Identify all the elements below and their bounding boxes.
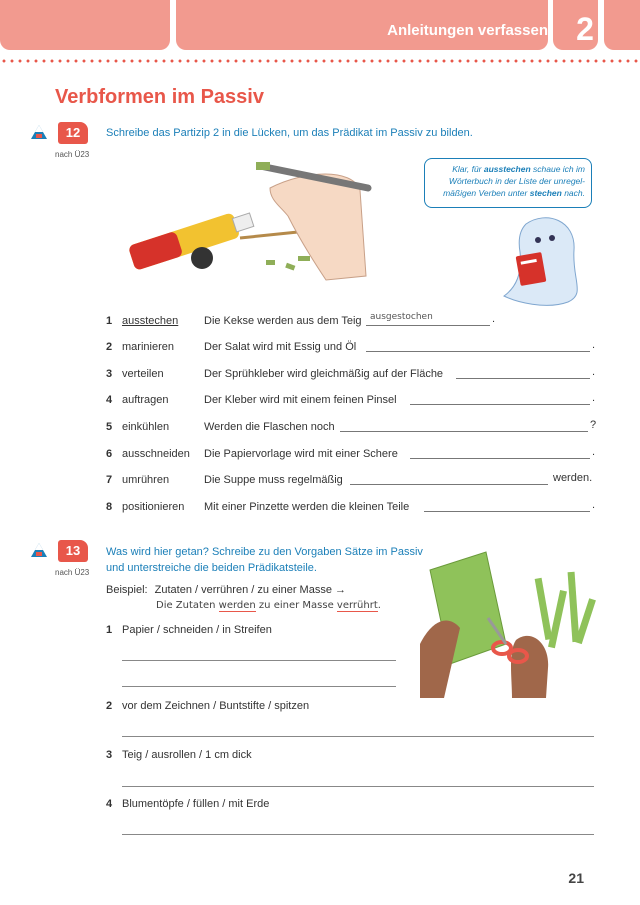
answer-blank-1[interactable]: ausgestochen bbox=[366, 313, 490, 326]
answer-blank-3[interactable] bbox=[456, 366, 590, 379]
header-tab-right bbox=[604, 0, 640, 50]
exercise-12-instruction: Schreibe das Partizip 2 in die Lücken, um das Prädikat im Passiv zu bilden. bbox=[106, 127, 473, 139]
exercise-12-item: 6 ausschneiden Die Papiervorlage wird mit einer Schere bbox=[106, 448, 398, 460]
writing-line-1a[interactable] bbox=[122, 660, 396, 661]
sentence-end-3: . bbox=[592, 366, 596, 378]
exercise-13-instruction-line-2: und unterstreiche die beiden Prädikatsteile. bbox=[106, 562, 317, 574]
exercise-12-item: 4 auftragen Der Kleber wird mit einem feinen Pinsel bbox=[106, 394, 397, 406]
sentence-end-8: . bbox=[592, 499, 596, 511]
answer-blank-8[interactable] bbox=[424, 499, 590, 512]
difficulty-triangle-icon bbox=[30, 542, 48, 558]
sentence-end-5: ? bbox=[590, 419, 597, 431]
speech-bubble: Klar, für ausstechen schaue ich im Wörterbuch in der Liste der unregel-mäßigen Verben unter stechen nach. bbox=[424, 158, 592, 208]
sentence-end-6: . bbox=[592, 446, 596, 458]
sentence-end-4: . bbox=[592, 392, 596, 404]
chapter-number: 2 bbox=[576, 11, 594, 47]
exercise-12-badge: 12 bbox=[58, 122, 88, 144]
writing-line-2[interactable] bbox=[122, 736, 594, 737]
exercise-13-item: 2 vor dem Zeichnen / Buntstifte / spitzen bbox=[106, 700, 310, 712]
page-title: Verbformen im Passiv bbox=[55, 86, 264, 108]
page-number: 21 bbox=[568, 870, 584, 886]
page-header bbox=[0, 0, 640, 58]
sentence-end-7: werden. bbox=[553, 472, 593, 484]
answer-blank-2[interactable] bbox=[366, 339, 590, 352]
exercise-13-item: 4 Blumentöpfe / füllen / mit Erde bbox=[106, 798, 270, 810]
exercise-13-instruction bbox=[106, 544, 423, 576]
example-prompt-row bbox=[106, 584, 346, 596]
exercise-12-item: 7 umrühren Die Suppe muss regelmäßig bbox=[106, 474, 343, 486]
exercise-12-item: 1 ausstechen Die Kekse werden aus dem Teig bbox=[106, 315, 362, 327]
exercise-12-item: 3 verteilen Der Sprühkleber wird gleichmäßig auf der Fläche bbox=[106, 368, 444, 380]
ghost-mascot-with-book-illustration bbox=[496, 210, 592, 306]
writing-line-1b[interactable] bbox=[122, 686, 396, 687]
answer-blank-6[interactable] bbox=[410, 446, 590, 459]
exercise-13-badge: 13 bbox=[58, 540, 88, 562]
exercise-13-reference: nach Ü23 bbox=[55, 568, 90, 577]
exercise-12-item: 2 marinieren Der Salat wird mit Essig und Öl bbox=[106, 341, 357, 353]
exercise-13-instruction-line-1: Was wird hier getan? Schreibe zu den Vorgaben Sätze im Passiv bbox=[106, 546, 423, 558]
exercise-12-item: 8 positionieren Mit einer Pinzette werden die kleinen Teile bbox=[106, 501, 410, 513]
header-dotted-divider bbox=[0, 59, 640, 63]
exercise-12-item: 5 einkühlen Werden die Flaschen noch bbox=[106, 421, 335, 433]
exercise-12-reference: nach Ü23 bbox=[55, 150, 90, 159]
section-title: Anleitungen verfassen bbox=[387, 22, 548, 39]
glue-brush-hand-illustration bbox=[120, 160, 380, 285]
sentence-end-2: . bbox=[592, 339, 596, 351]
answer-blank-4[interactable] bbox=[410, 392, 590, 405]
example-prompt: Zutaten / verrühren / zu einer Masse → bbox=[154, 584, 347, 596]
difficulty-triangle-icon bbox=[30, 124, 48, 140]
exercise-13-item: 3 Teig / ausrollen / 1 cm dick bbox=[106, 749, 252, 761]
paper-scissors-illustration bbox=[420, 548, 600, 698]
example-label: Beispiel: bbox=[106, 584, 148, 596]
writing-line-4[interactable] bbox=[122, 834, 594, 835]
example-answer: Die Zutaten werden zu einer Masse verrührt. bbox=[156, 600, 381, 611]
sentence-end-1: . bbox=[492, 313, 496, 325]
answer-blank-7[interactable] bbox=[350, 472, 548, 485]
header-tab-left bbox=[0, 0, 170, 50]
exercise-13-item: 1 Papier / schneiden / in Streifen bbox=[106, 624, 272, 636]
writing-line-3[interactable] bbox=[122, 786, 594, 787]
answer-blank-5[interactable] bbox=[340, 419, 588, 432]
